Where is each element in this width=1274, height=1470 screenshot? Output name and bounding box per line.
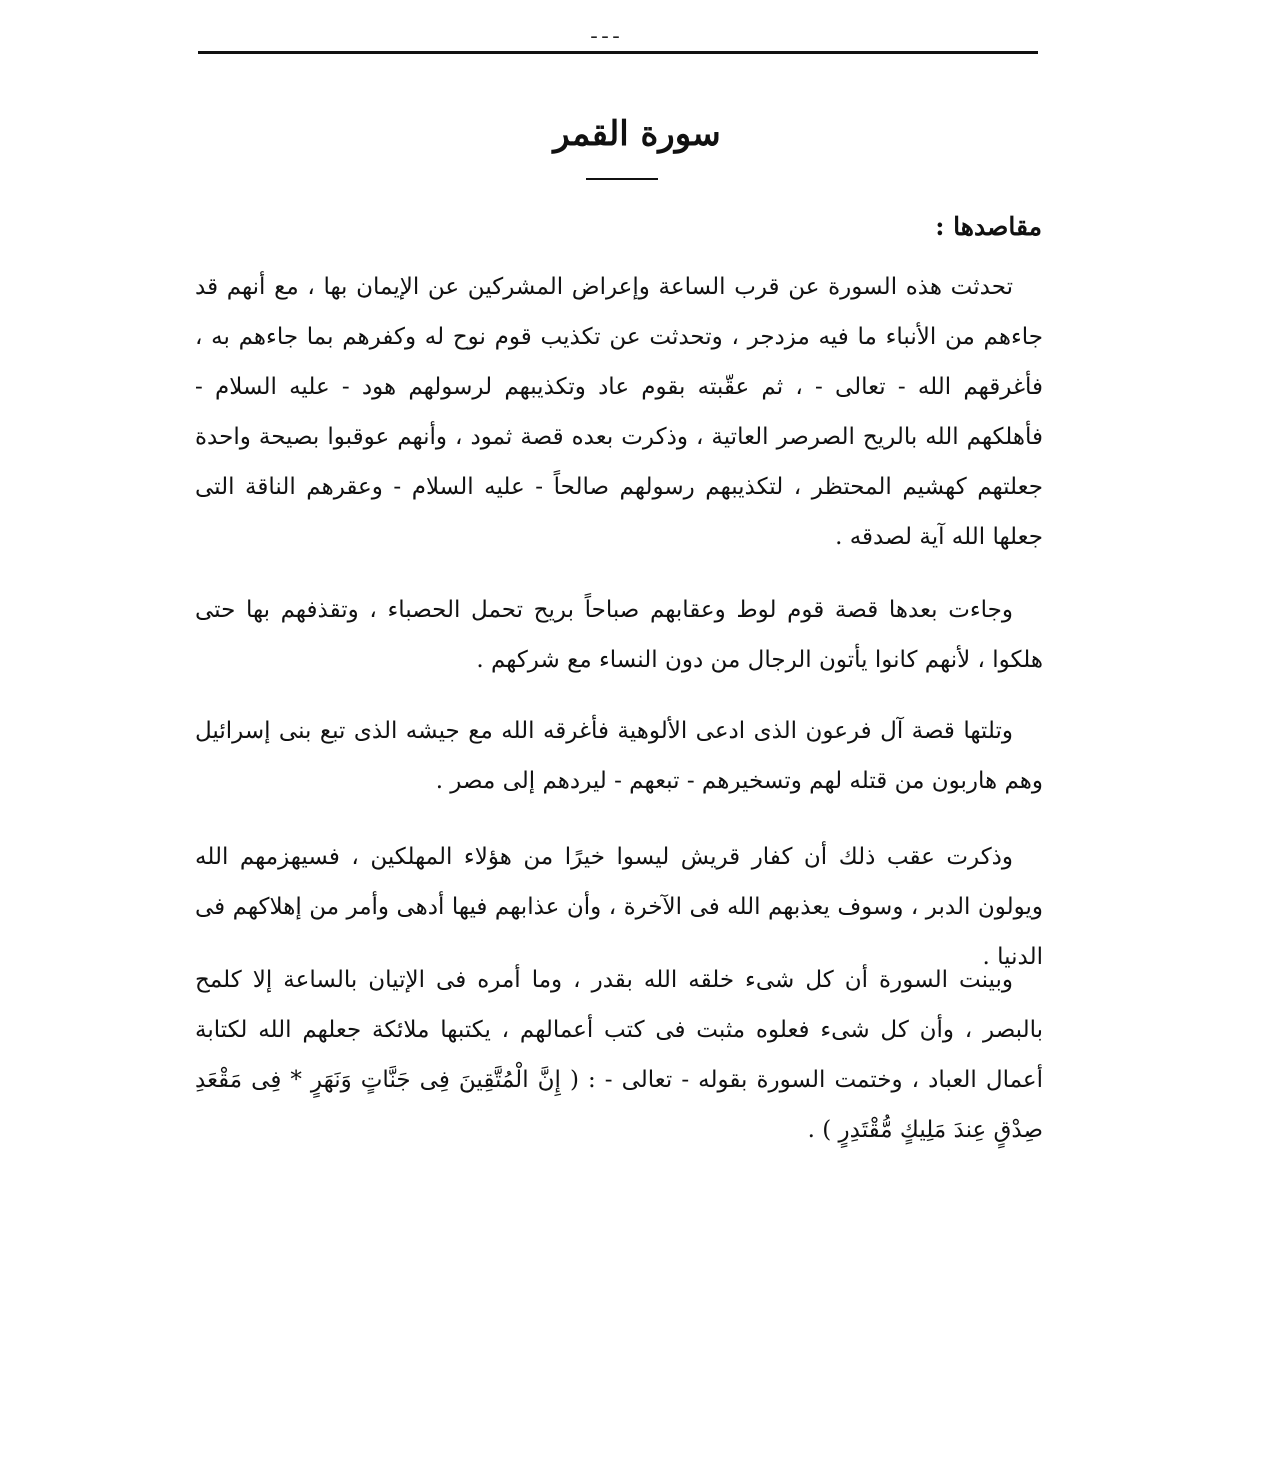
paragraph-5: [195, 955, 1043, 1155]
paragraph-text: وتلتها قصة آل فرعون الذى ادعى الألوهية فأغرقه الله مع جيشه الذى تبع بنى إسرائيل وهم هاربون من قتله لهم وتسخيرهم - تبعهم - ليردهم إلى مصر .: [195, 718, 1043, 794]
paragraph-3: [195, 706, 1043, 806]
page-title: سورة القمر: [553, 114, 721, 154]
title-underline: [586, 178, 658, 180]
paragraph-text: وذكرت عقب ذلك أن كفار قريش ليسوا خيرًا من هؤلاء المهلكين ، فسيهزمهم الله ويولون الدبر ، وسوف يعذبهم الله فى الآخرة ، وأن عذابهم فيها أدهى وأمر من إهلاكهم فى الدنيا .: [195, 844, 1043, 970]
paragraph-text: وجاءت بعدها قصة قوم لوط وعقابهم صباحاً بريح تحمل الحصباء ، وتقذفهم بها حتى هلكوا ، لأنهم كانوا يأتون الرجال من دون النساء مع شركهم .: [195, 597, 1043, 673]
paragraph-2: [195, 585, 1043, 685]
header-rule: [198, 51, 1038, 54]
header-marks: ـ ـ ـ: [591, 22, 619, 43]
paragraph-text: تحدثت هذه السورة عن قرب الساعة وإعراض المشركين عن الإيمان بها ، مع أنهم قد جاءهم من الأنباء ما فيه مزدجر ، وتحدثت عن تكذيب قوم نوح له وكفرهم بما جاءهم به ، فأغرقهم الله - تعالى - ، ثم عقّبته بقوم عاد وتكذيبهم لرسولهم هود - عليه السلام - فأهلكهم الله بالريح الصرصر العاتية ، وذكرت بعده قصة ثمود ، وأنهم عوقبوا بصيحة واحدة جعلتهم كهشيم المحتظر ، لتكذيبهم رسولهم صالحاً - عليه السلام - وعقرهم الناقة التى جعلها الله آية لصدقه .: [195, 274, 1043, 550]
paragraph-1: [195, 262, 1043, 562]
paragraph-text: وبينت السورة أن كل شىء خلقه الله بقدر ، وما أمره فى الإتيان بالساعة إلا كلمح بالبصر ، وأن كل شىء فعلوه مثبت فى كتب أعمالهم ، يكتبها ملائكة جعلهم الله لكتابة أعمال العباد ، وختمت السورة بقوله - تعالى - : ( إِنَّ الْمُتَّقِينَ فِى جَنَّاتٍ وَنَهَرٍ * فِى مَقْعَدِ صِدْقٍ عِندَ مَلِيكٍ مُّقْتَدِرٍ ) .: [195, 967, 1043, 1143]
section-heading: مقاصدها :: [935, 212, 1042, 241]
